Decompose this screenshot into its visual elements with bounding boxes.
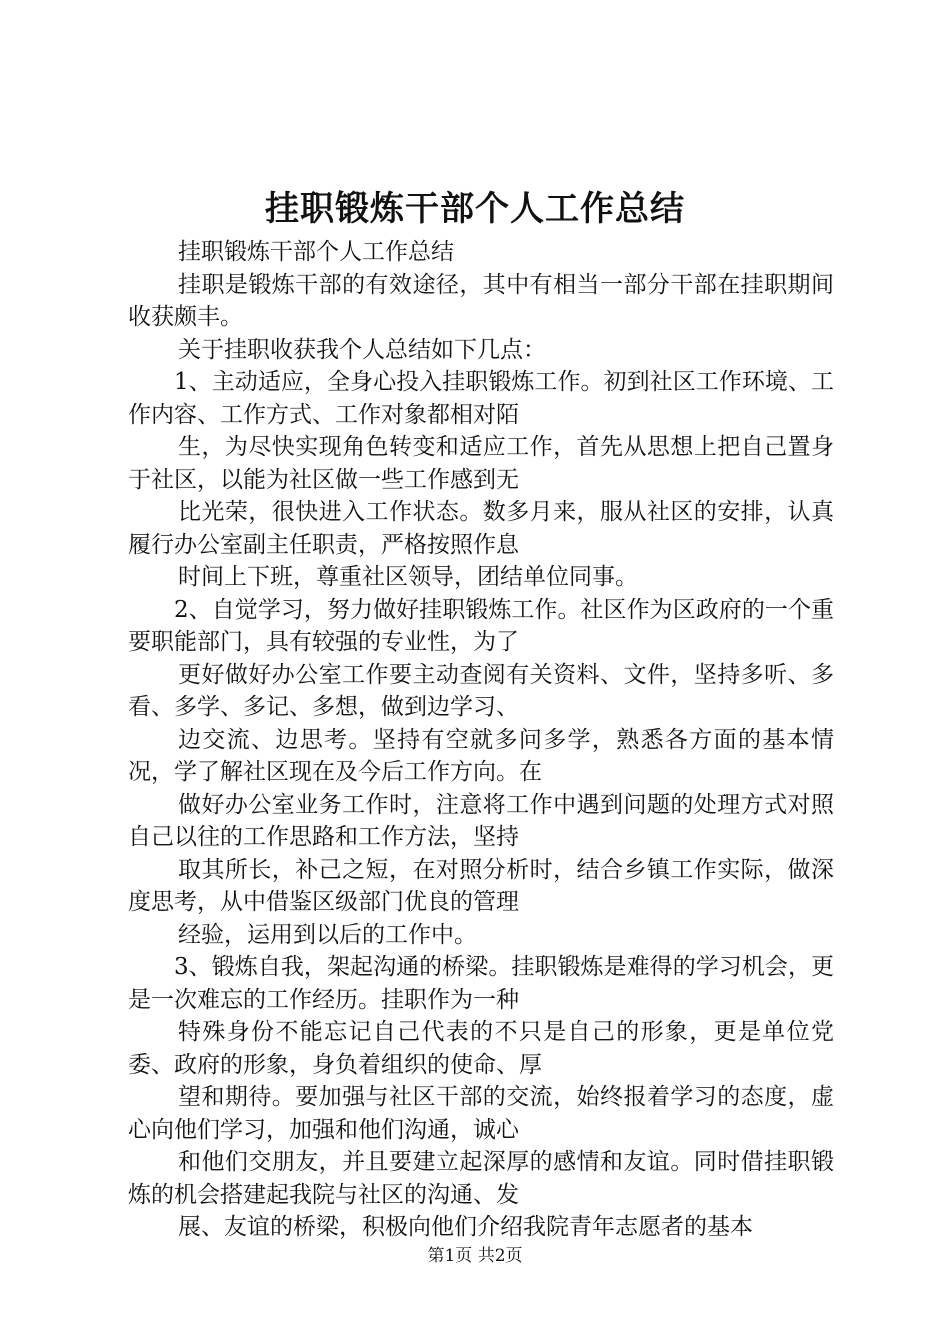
paragraph: 更好做好办公室工作要主动查阅有关资料、文件，坚持多听、多看、多学、多记、多想，做到边学习、 <box>128 661 834 720</box>
paragraph: 挂职是锻炼干部的有效途径，其中有相当一部分干部在挂职期间收获颇丰。 <box>128 271 834 330</box>
paragraph: 做好办公室业务工作时，注意将工作中遇到问题的处理方式对照自己以往的工作思路和工作方法，坚持 <box>128 791 834 850</box>
paragraph: 3、锻炼自我，架起沟通的桥梁。挂职锻炼是难得的学习机会，更是一次难忘的工作经历。挂职作为一种 <box>128 954 834 1013</box>
paragraph: 展、友谊的桥梁，积极向他们介绍我院青年志愿者的基本 <box>178 1214 753 1240</box>
paragraph: 生，为尽快实现角色转变和适应工作，首先从思想上把自己置身于社区，以能为社区做一些工作感到无 <box>128 434 834 493</box>
paragraph: 关于挂职收获我个人总结如下几点： <box>178 336 546 363</box>
paragraph: 取其所长，补己之短，在对照分析时，结合乡镇工作实际，做深度思考，从中借鉴区级部门优良的管理 <box>128 856 834 915</box>
paragraph: 边交流、边思考。坚持有空就多问多学，熟悉各方面的基本情况，学了解社区现在及今后工作方向。在 <box>128 726 834 785</box>
paragraph: 经验，运用到以后的工作中。 <box>178 921 477 948</box>
paragraph: 比光荣，很快进入工作状态。数多月来，服从社区的安排，认真履行办公室副主任职责，严格按照作息 <box>128 499 834 558</box>
paragraph: 和他们交朋友，并且要建立起深厚的感情和友谊。同时借挂职锻炼的机会搭建起我院与社区的沟通、发 <box>128 1149 834 1208</box>
paragraph: 挂职锻炼干部个人工作总结 <box>178 239 454 265</box>
paragraph: 望和期待。要加强与社区干部的交流，始终报着学习的态度，虚心向他们学习，加强和他们沟通，诚心 <box>128 1084 834 1143</box>
paragraph: 时间上下班，尊重社区领导，团结单位同事。 <box>178 564 638 590</box>
paragraph: 1、主动适应，全身心投入挂职锻炼工作。初到社区工作环境、工作内容、工作方式、工作对象都相对陌 <box>128 369 834 428</box>
paragraph: 特殊身份不能忘记自己代表的不只是自己的形象，更是单位党委、政府的形象，身负着组织的使命、厚 <box>128 1019 834 1078</box>
paragraph: 2、自觉学习，努力做好挂职锻炼工作。社区作为区政府的一个重要职能部门，具有较强的专业性，为了 <box>128 596 834 655</box>
page-footer: 第1页 共2页 <box>427 1246 523 1266</box>
document-body <box>128 236 834 1244</box>
document-title: 挂职锻炼干部个人工作总结 <box>265 189 685 229</box>
